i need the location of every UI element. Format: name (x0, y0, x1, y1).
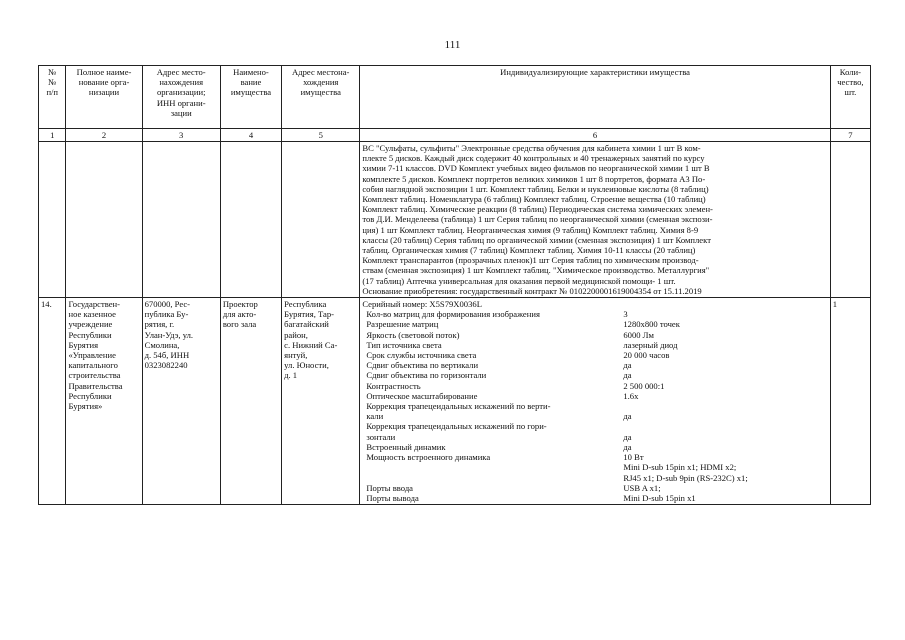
spec-row (362, 360, 827, 370)
text-line: № (48, 77, 57, 88)
spec-value-line: USB A x1; (623, 482, 661, 493)
description-lines (362, 143, 827, 296)
spec-name (362, 442, 619, 452)
spec-name-line: Порты ввода (366, 482, 414, 493)
text-line: Коли- (839, 67, 862, 77)
spec-value-line: 1280х800 точек (623, 319, 680, 330)
spec-value-line: RJ45 x1; D-sub 9pin (RS-232C) x1; (623, 472, 748, 483)
continued-description (360, 142, 830, 298)
spec-value (619, 330, 827, 340)
spec-name-line: Яркость (световой поток) (366, 329, 460, 340)
column-number-row (39, 129, 871, 142)
spec-value (619, 452, 827, 462)
spec-value-line: Mini D-sub 15pin x1; HDMI x2; (623, 462, 737, 473)
spec-row (362, 381, 827, 391)
column-number: 1 (39, 129, 66, 142)
spec-name (362, 360, 619, 370)
spec-row (362, 350, 827, 360)
description-line: собия наглядной экспозиции 1 шт. Комплект таблиц. Белки и нуклеиновые кислоты (8 таблиц) (362, 183, 709, 194)
spec-row (362, 442, 827, 452)
text-line: строительства (68, 370, 121, 381)
description-line: ствам (сменная экспозиция) 1 шт Комплект таблиц. "Химическое производство. Металлургия" (362, 265, 710, 276)
spec-value-line: 10 Вт (623, 452, 644, 463)
spec-value-line: да (623, 441, 632, 452)
specs-table (362, 309, 827, 503)
spec-value-line: лазерный диод (623, 339, 678, 350)
spec-value-line: да (623, 411, 632, 422)
header-quantity (830, 66, 870, 129)
spec-row (362, 452, 827, 462)
spec-row (362, 370, 827, 380)
text-line: с. Нижний Са- (284, 339, 338, 350)
spec-value (619, 381, 827, 391)
description-line: таблиц. Органическая химия (7 таблиц) Комплект таблиц. Химия 10-11 классы (20 таблиц) (362, 245, 696, 256)
text-line: хождения (303, 77, 339, 88)
text-line: нахождения (159, 77, 204, 88)
header-item-address (282, 66, 360, 129)
column-number: 4 (220, 129, 281, 142)
description-line: Комплект таблиц. Химические реакции (8 таблиц) Периодическая система химических элемен- (362, 204, 713, 215)
text-line: Адрес местона- (292, 67, 350, 77)
item-characteristics (360, 298, 830, 505)
header-org-address (142, 66, 220, 129)
description-line: плекте 5 дисков. Каждый диск содержит 40 контрольных и 40 тренажерных занятий по курсу (362, 153, 705, 164)
text-line: Проектор (222, 299, 258, 310)
spec-name (362, 452, 619, 462)
text-line: чество, (837, 77, 864, 88)
text-line: шт. (844, 87, 857, 98)
spec-value (619, 421, 827, 441)
text-line: Наимено- (233, 67, 269, 77)
spec-value-line (623, 401, 827, 411)
text-line: нование орга- (78, 77, 130, 88)
text-line: п/п (46, 87, 59, 98)
text-line: Республика (284, 299, 327, 310)
spec-value-line: 2 500 000:1 (623, 380, 665, 391)
text-line: рятия, г. (144, 319, 175, 330)
spec-name-line: Сдвиг объектива по горизонтали (366, 370, 487, 381)
spec-value (619, 493, 827, 503)
spec-row (362, 330, 827, 340)
text-line: имущества (300, 87, 341, 98)
spec-name-line: Мощность встроенного динамика (366, 452, 491, 463)
text-line: Бурятия» (68, 401, 103, 412)
spec-value (619, 370, 827, 380)
spec-name-line: кали (366, 411, 384, 422)
spec-name-line (366, 473, 619, 483)
spec-name-line: Порты вывода (366, 492, 419, 503)
text-line: Государствен- (68, 299, 120, 310)
spec-value (619, 442, 827, 452)
text-line: имущества (230, 87, 272, 98)
column-number: 3 (142, 129, 220, 142)
text-line: публика Бу- (144, 309, 189, 320)
org-address (142, 298, 220, 505)
text-line: организации; (156, 87, 206, 98)
text-line: район, (284, 329, 308, 340)
spec-name-line: Сдвиг объектива по вертикали (366, 360, 479, 371)
spec-value-line: 1.6х (623, 390, 639, 401)
row-number: 14. (39, 298, 66, 505)
spec-name-line: Разрешение матриц (366, 319, 439, 330)
spec-name (362, 370, 619, 380)
spec-value (619, 360, 827, 370)
spec-value-line: 6000 Лм (623, 329, 654, 340)
table-row-continued (39, 142, 871, 298)
spec-value-line: да (623, 431, 632, 442)
spec-name-line: Встроенный динамик (366, 441, 446, 452)
spec-row (362, 421, 827, 441)
text-line: Улан-Удэ, ул. (144, 329, 194, 340)
spec-value-line: да (623, 370, 632, 381)
spec-name-line: Кол-во матриц для формирования изображения (366, 309, 540, 320)
page-number: 111 (444, 39, 461, 51)
description-line: (17 таблиц) Аптечка универсальная для оказания первой медицинской помощи- 1 шт. (362, 275, 676, 286)
text-line: Республики (68, 390, 112, 401)
spec-row (362, 340, 827, 350)
text-line: Республики (68, 329, 112, 340)
header-org-name (66, 66, 142, 129)
header-number (39, 66, 66, 129)
description-line: тов Д.И. Менделеева (таблица) 1 шт Серия таблиц по неорганической химии (сменная экспози- (362, 214, 713, 225)
column-number: 6 (360, 129, 830, 142)
text-line: д. 1 (284, 370, 298, 381)
text-line: багатайский (284, 319, 329, 330)
text-line: 670000, Рес- (144, 299, 191, 310)
text-line: Бурятия (68, 339, 99, 350)
column-number: 5 (282, 129, 360, 142)
description-line: Комплект транспарантов (прозрачных пленок)1 шт Серия таблиц по химическим производ- (362, 255, 699, 266)
item-quantity: 1 (830, 298, 870, 505)
spec-name (362, 462, 619, 493)
text-line: Смолина, (144, 339, 180, 350)
description-line: комплекте 5 дисков. Комплект портретов великих химиков 1 шт 8 портретов, формата А3 По- (362, 173, 706, 184)
table-header-row (39, 66, 871, 129)
spec-name (362, 421, 619, 441)
spec-name-line: Коррекция трапецеидальных искажений по гори- (366, 421, 547, 432)
spec-name-line: Тип источника света (366, 339, 442, 350)
spec-name-line (366, 462, 619, 472)
text-line: 0323082240 (144, 360, 188, 371)
spec-name (362, 340, 619, 350)
description-line: Основание приобретения: государственный контракт № 0102200001619004354 от 15.11.2019 (362, 285, 702, 296)
text-line: учреждение (68, 319, 113, 330)
text-line: капитального (68, 360, 118, 371)
text-line: ИНН органи- (156, 97, 206, 108)
spec-value (619, 309, 827, 319)
text-line: низации (88, 87, 120, 98)
spec-value (619, 350, 827, 360)
spec-name (362, 493, 619, 503)
spec-name-line: зонтали (366, 431, 396, 442)
text-line: д. 54б, ИНН (144, 350, 190, 361)
spec-value (619, 462, 827, 493)
header-item-name (220, 66, 281, 129)
serial-number: Серийный номер: X5S79X0036L (362, 299, 482, 310)
spec-name (362, 309, 619, 319)
spec-value-line: да (623, 360, 632, 371)
spec-value-line: Mini D-sub 15pin x1 (623, 492, 696, 503)
spec-value-line: 20 000 часов (623, 350, 670, 361)
spec-value (619, 401, 827, 421)
item-name (220, 298, 281, 505)
spec-row (362, 462, 827, 493)
text-line: янтуй, (284, 350, 308, 361)
text-line: для акто- (222, 309, 257, 320)
description-line: ция) 1 шт Комплект таблиц. Неорганическая химия (9 таблиц) Комплект таблиц. Химия 8-9 (362, 224, 699, 235)
table-row-14 (39, 298, 871, 505)
text-line: зации (170, 107, 192, 118)
spec-value (619, 319, 827, 329)
header-characteristics (360, 66, 830, 129)
column-number: 2 (66, 129, 142, 142)
spec-name-line: Коррекция трапецеидальных искажений по верти- (366, 401, 551, 412)
spec-name-line: Срок службы источника света (366, 350, 477, 361)
spec-value-line (623, 421, 827, 431)
column-number: 7 (830, 129, 870, 142)
spec-row (362, 401, 827, 421)
text-line: Полное наиме- (76, 67, 132, 77)
spec-name (362, 319, 619, 329)
spec-name (362, 350, 619, 360)
description-line: химии 7-11 классов. DVD Комплект учебных видео фильмов по неорганической химии 1 шт В (362, 163, 710, 174)
spec-value (619, 340, 827, 350)
description-line: Комплект таблиц. Номенклатура (6 таблиц) Комплект таблиц. Строение вещества (10 таблиц) (362, 194, 706, 205)
text-line: ное казенное (68, 309, 116, 320)
spec-name-line: Контрастность (366, 380, 421, 391)
spec-name-line: Оптическое масштабирование (366, 390, 478, 401)
description-line: ВС "Сульфаты, сульфиты" Электронные средства обучения для кабинета химии 1 шт В ком- (362, 143, 701, 153)
text-line: Адрес место- (156, 67, 206, 77)
org-name (66, 298, 142, 505)
spec-row (362, 391, 827, 401)
spec-name (362, 330, 619, 340)
spec-name (362, 401, 619, 421)
property-table (38, 65, 871, 505)
spec-row (362, 309, 827, 319)
item-address (282, 298, 360, 505)
spec-name (362, 391, 619, 401)
spec-value (619, 391, 827, 401)
spec-name (362, 381, 619, 391)
text-line: вание (240, 77, 262, 88)
text-line: Правительства (68, 380, 123, 391)
text-line: Бурятия, Тар- (284, 309, 335, 320)
spec-row (362, 319, 827, 329)
text-line: ул. Юности, (284, 360, 329, 371)
text-line: Индивидуализирующие характеристики имущества (500, 67, 690, 77)
spec-value-line: 3 (623, 309, 628, 320)
text-line: № (48, 67, 57, 77)
text-line: «Управление (68, 350, 116, 361)
spec-row (362, 493, 827, 503)
text-line: вого зала (222, 319, 257, 330)
description-line: классы (20 таблиц) Серия таблиц по органической химии (сменная экспозиция) 1 шт Комплект (362, 234, 711, 245)
